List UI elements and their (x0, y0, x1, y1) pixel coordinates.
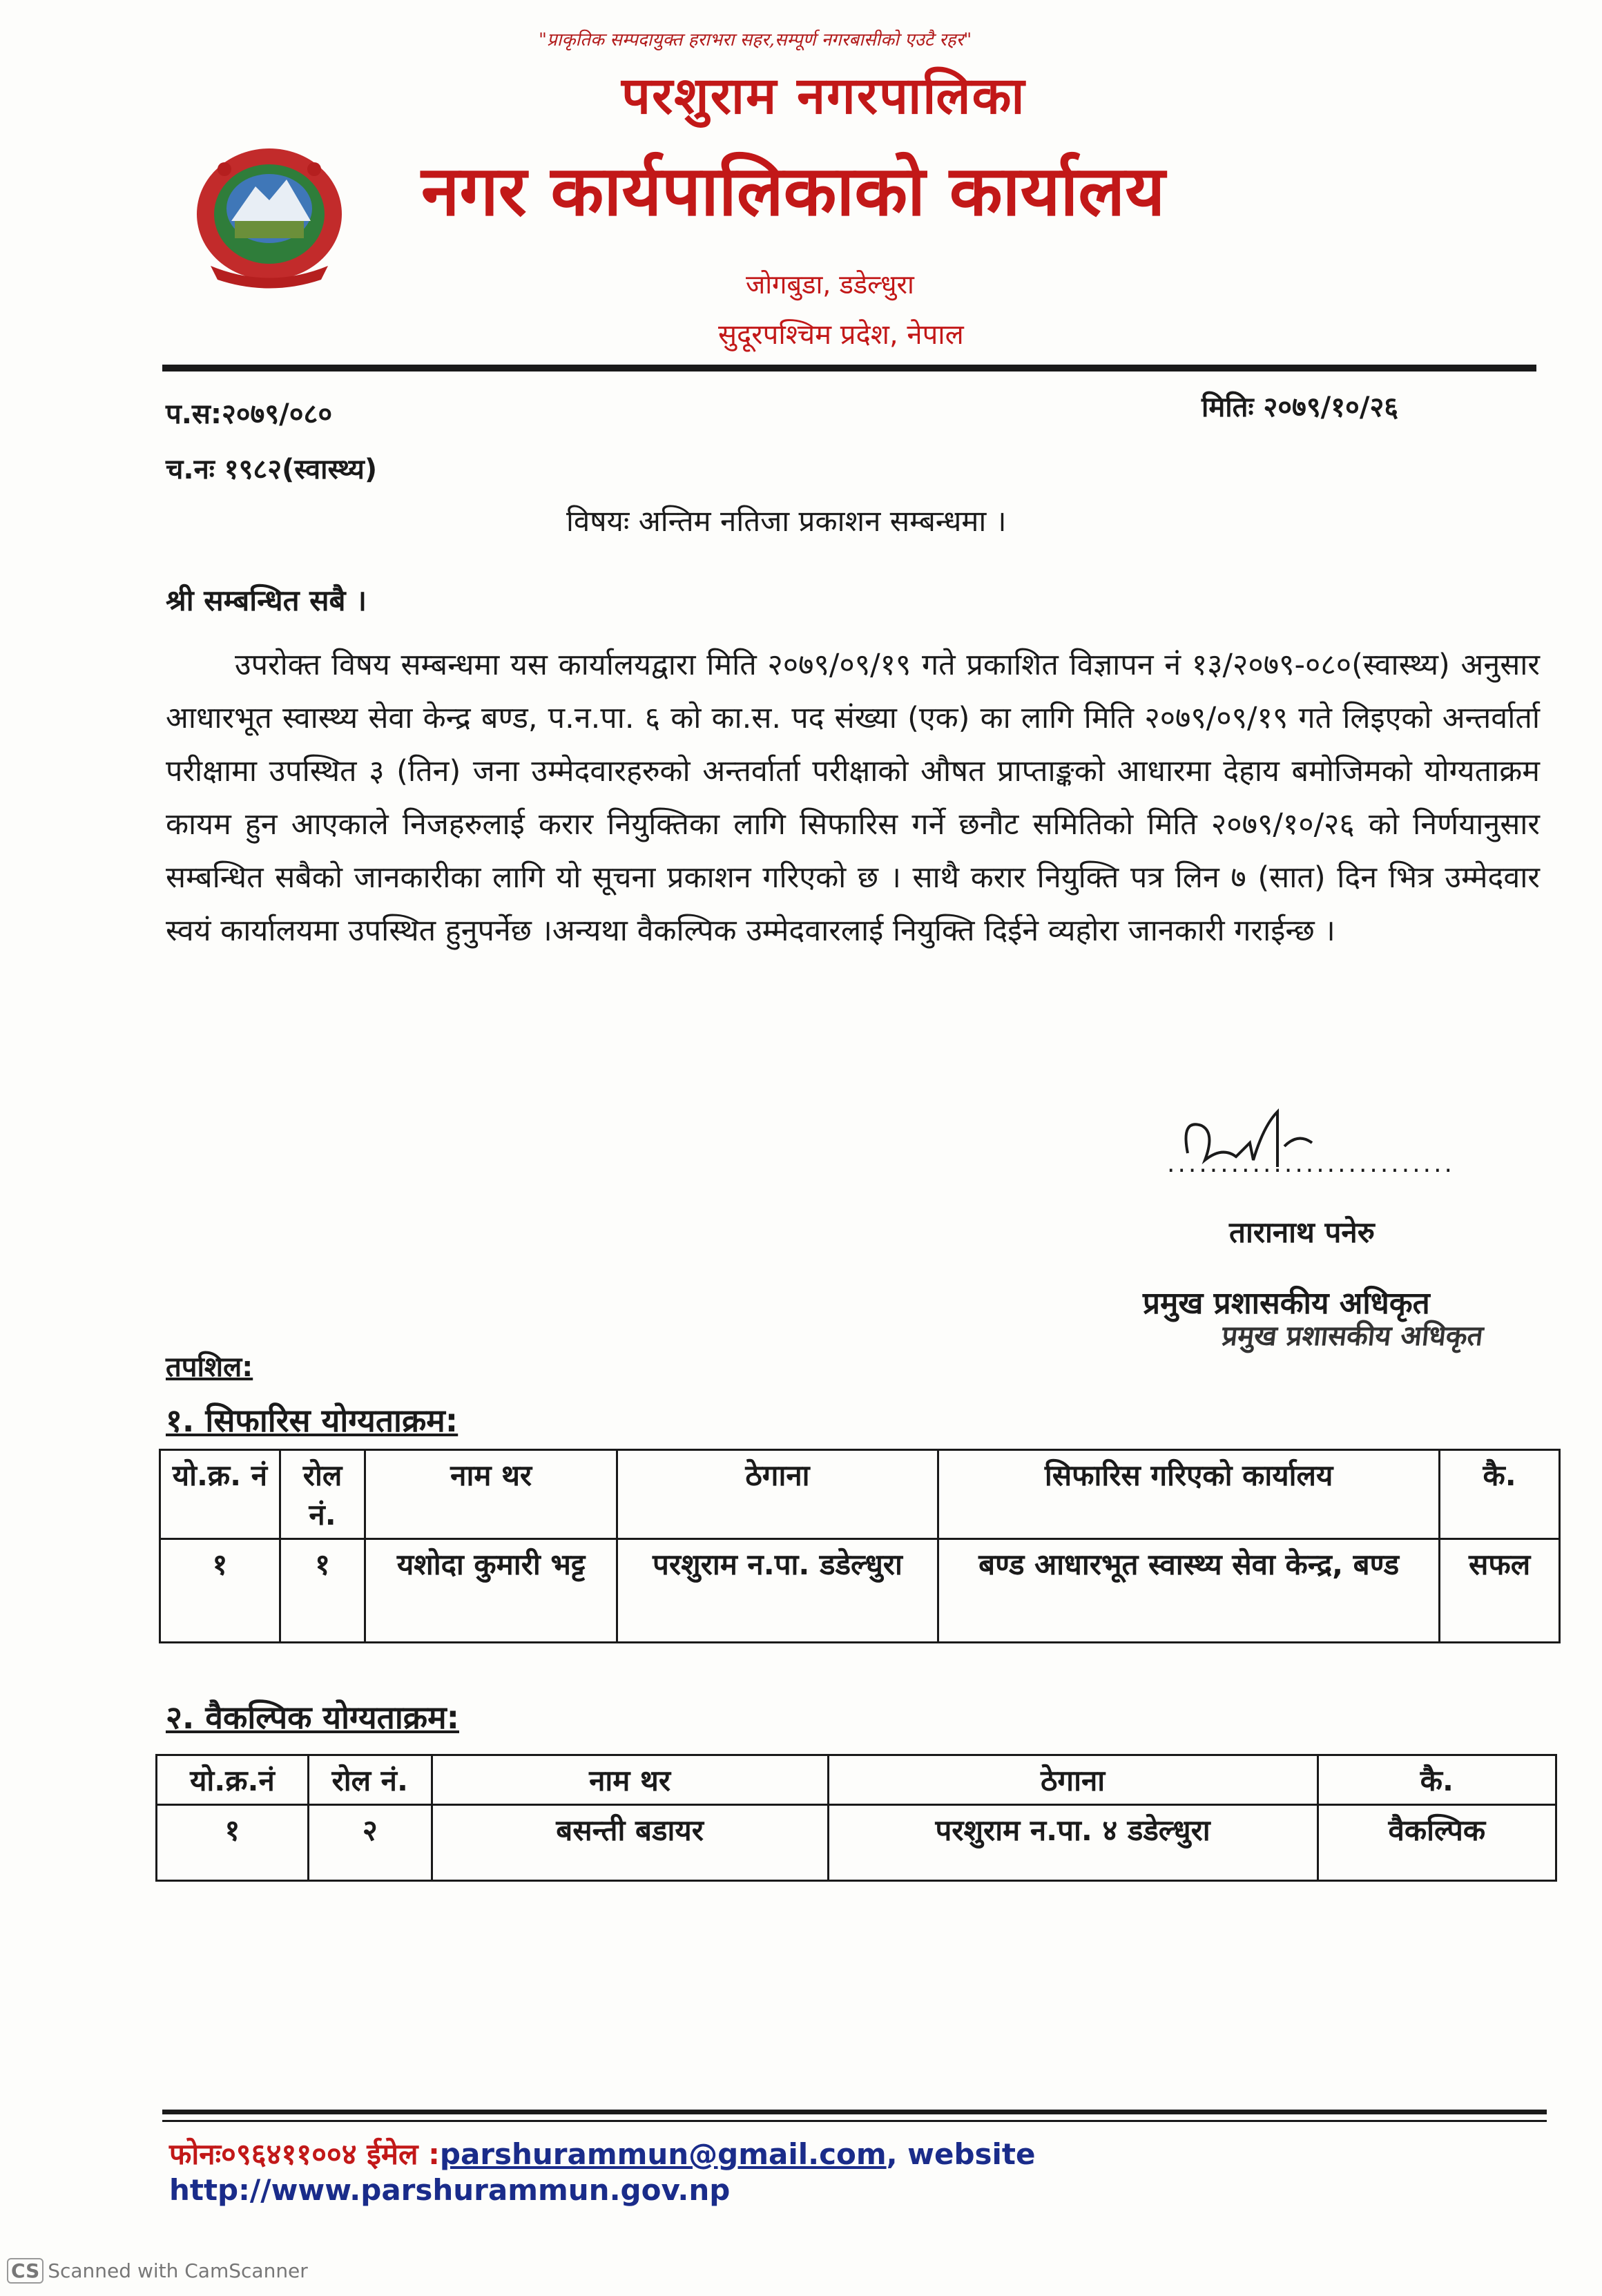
table-cell: १ (280, 1539, 365, 1643)
office-name: नगर कार्यपालिकाको कार्यालय (421, 151, 1166, 231)
column-header: नाम थर (365, 1450, 617, 1539)
table-header-row (157, 1755, 1556, 1805)
body-paragraph: उपरोक्त विषय सम्बन्धमा यस कार्यालयद्वारा मिति २०७९/०९/१९ गते प्रकाशित विज्ञापन नं १३/२०७९-०८०(स्वास्थ्य) अनुसार आधारभूत स्वास्थ्य सेवा केन्द्र बण्ड, प.न.पा. ६ को का.स. पद संख्या (एक) का लागि मिति २०७९/०९/१९ गते लिइएको अन्तर्वार्ता परीक्षामा उपस्थित ३ (तिन) जना उम्मेदवारहरुको अन्तर्वार्ता परीक्षाको औषत प्राप्ताङ्कको आधारमा देहाय बमोजिमको योग्यताक्रम कायम हुन आएकाले निजहरुलाई करार नियुक्तिका लागि सिफारिस गर्ने छनौट समितिको मिति २०७९/१०/२६ को निर्णयानुसार सम्बन्धित सबैको जानकारीका लागि यो सूचना प्रकाशन गरिएको छ । साथै करार नियुक्ति पत्र लिन ७ (सात) दिन भित्र उम्मेदवार स्वयं कार्यालयमा उपस्थित हुनुपर्नेछ ।अन्यथा वैकल्पिक उम्मेदवारलाई नियुक्ति दिईने व्यहोरा जानकारी गराईन्छ । (166, 648, 1540, 948)
footer-phone: फोनः०९६४११००४ ईमेल : (169, 2137, 440, 2171)
letter-number: प.स:२०७९/०८० (166, 398, 333, 430)
recommended-table (159, 1449, 1561, 1643)
camscanner-icon: CS (7, 2258, 44, 2284)
table-cell: बण्ड आधारभूत स्वास्थ्य सेवा केन्द्र, बण्ड (938, 1539, 1439, 1643)
dispatch-number: च.नः १९८२(स्वास्थ्य) (166, 454, 378, 485)
column-header: यो.क्र.नं (157, 1755, 309, 1805)
scanner-text: Scanned with CamScanner (48, 2259, 308, 2282)
signature-dots: ........................... (1167, 1150, 1455, 1178)
column-header: कै. (1318, 1755, 1556, 1805)
footer-email-link[interactable]: parshurammun@gmail.com (439, 2137, 887, 2171)
nepal-emblem-icon (183, 131, 356, 290)
alternate-heading: २. वैकल्पिक योग्यताक्रम: (166, 1699, 459, 1736)
table-cell: यशोदा कुमारी भट्ट (365, 1539, 617, 1643)
column-header: नाम थर (432, 1755, 828, 1805)
signatory-stamp: प्रमुख प्रशासकीय अधिकृत (1220, 1320, 1485, 1352)
table-cell: २ (308, 1805, 432, 1881)
signatory-name: तारानाथ पनेरु (1229, 1215, 1375, 1249)
address-line1: जोगबुडा, डडेल्धुरा (746, 269, 914, 300)
subject-line: विषयः अन्तिम नतिजा प्रकाशन सम्बन्धमा । (566, 504, 1007, 538)
table-header-row (160, 1450, 1560, 1539)
salutation: श्री सम्बन्धित सबै । (166, 583, 367, 617)
column-header: कै. (1440, 1450, 1560, 1539)
alternate-table (155, 1754, 1557, 1882)
column-header: ठेगाना (828, 1755, 1318, 1805)
schedule-label: तपशिल: (166, 1351, 253, 1383)
footer-divider (162, 2110, 1547, 2114)
column-header: रोल नं. (280, 1450, 365, 1539)
column-header: ठेगाना (617, 1450, 938, 1539)
table-cell: वैकल्पिक (1318, 1805, 1556, 1881)
footer-website[interactable]: , website http://www.parshurammun.gov.np (169, 2137, 1036, 2207)
motto: "प्राकृतिक सम्पदायुक्त हराभरा सहर,सम्पूर्ण नगरबासीको एउटै रहर" (539, 30, 972, 50)
table-cell: परशुराम न.पा. डडेल्धुरा (617, 1539, 938, 1643)
table-cell: १ (157, 1805, 309, 1881)
table-cell: परशुराम न.पा. ४ डडेल्धुरा (828, 1805, 1318, 1881)
signatory-title: प्रमुख प्रशासकीय अधिकृत (1143, 1286, 1430, 1321)
scanner-watermark (7, 2258, 308, 2284)
table-row (160, 1539, 1560, 1643)
address-line2: सुदूरपश्चिम प्रदेश, नेपाल (718, 319, 964, 351)
footer-divider-thin (162, 2120, 1547, 2122)
column-header: सिफारिस गरिएको कार्यालय (938, 1450, 1439, 1539)
table-cell: सफल (1440, 1539, 1560, 1643)
column-header: यो.क्र. नं (160, 1450, 280, 1539)
letter-date: मितिः २०७९/१०/२६ (1202, 392, 1399, 423)
table-row (157, 1805, 1556, 1881)
table-cell: बसन्ती बडायर (432, 1805, 828, 1881)
footer-contact (169, 2134, 1602, 2207)
table-cell: १ (160, 1539, 280, 1643)
header-divider (162, 365, 1536, 372)
municipality-name: परशुराम नगरपालिका (621, 66, 1026, 126)
recommended-heading: १. सिफारिस योग्यताक्रम: (166, 1402, 459, 1439)
column-header: रोल नं. (308, 1755, 432, 1805)
